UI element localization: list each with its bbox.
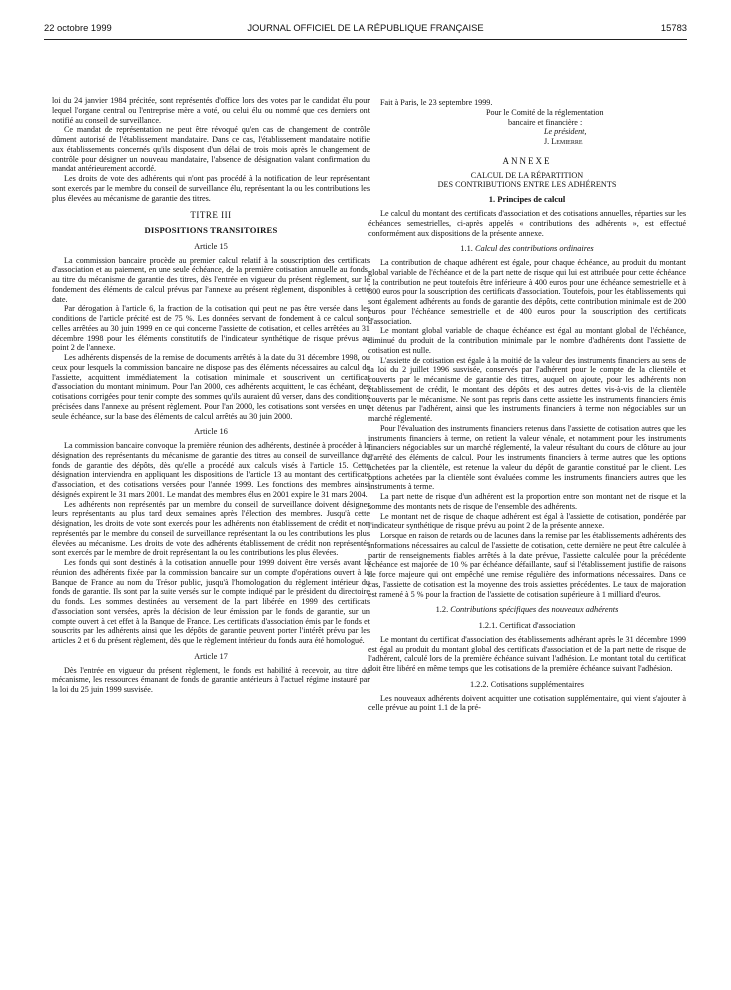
signature-name: J. Lemierre	[544, 137, 583, 146]
signature-block	[368, 108, 686, 147]
signature-title: Le président,	[544, 127, 587, 137]
section-1-2-2-heading: 1.2.2. Cotisations supplémentaires	[469, 679, 585, 689]
header-date: 22 octobre 1999	[44, 22, 112, 33]
paragraph: Les fonds qui sont destinés à la cotisation annuelle pour 1999 doivent être versés avant la réunion des adhérents fixée par la commission bancaire sur un compte d'opérations ouvert à la Banque de France au nom du Trésor public, jusqu'à l'homologation du règlement intérieur du fonds de garantie. Ils sont par la suite versés sur le compte indiqué par le président du directoire du fonds. Les sommes destinées au versement de la part libérée en 1999 des certificats d'association sont versées, après la décision de leur émission par le fonds de garantie, sur un compte ouvert à cet effet à la Banque de France. Les certificats d'association émis par le fonds et souscrits par les adhérents ainsi que les dépôts de garantie peuvent porter l'intérêt prévu par les articles 2 et 6 du présent règlement, dès que le règlement intérieur du fonds aura été homologué.	[52, 558, 370, 645]
paragraph: Les nouveaux adhérents doivent acquitter une cotisation supplémentaire, qui vient s'ajouter à celle prévue au point 1.1 de la pré-	[368, 693, 686, 713]
header-journal-title: JOURNAL OFFICIEL DE LA RÉPUBLIQUE FRANÇAISE	[247, 22, 484, 33]
paragraph: Pour l'évaluation des instruments financiers retenus dans l'assiette de cotisation autres que les instruments financiers à terme, on retient la valeur vénale, et notamment pour les instruments financiers négociables sur un marché réglementé, la valeur résultant du cours de clôture au jour d'arrêté des éléments de calcul. Pour les instruments financiers à terme autres que les options achetées par la clientèle, est retenue la valeur du dépôt de garantie constitué par le client. Les options achetées par la clientèle sont évaluées comme les instruments financiers autres que les instruments à terme.	[368, 423, 686, 492]
paragraph: La part nette de risque d'un adhérent est la proportion entre son montant net de risque et la somme des montants nets de risque de l'ensemble des adhérents.	[368, 492, 686, 511]
paragraph: L'assiette de cotisation est égale à la moitié de la valeur des instruments financiers au sens de la loi du 2 juillet 1996 susvisée, conservés par l'adhérent pour le compte de la clientèle et couverts par le mécanisme de garantie des titres, auquel on ajoute, pour les adhérents non établissement de crédit, le montant des dépôts et des autres dettes vis-à-vis de la clientèle couverts par le mécanisme. Ne sont pas repris dans cette assiette les instruments financiers émis et détenus par l'adhérent, ainsi que les instruments financiers à terme non négociables sur un marché réglementé.	[368, 355, 686, 424]
header-page-number: 15783	[660, 22, 687, 33]
signature-line: Pour le Comité de la réglementation	[486, 107, 604, 117]
titre-subheading: DISPOSITIONS TRANSITOIRES	[144, 225, 278, 235]
section-number: 1.2.	[435, 605, 449, 615]
paragraph: Le montant net de risque de chaque adhérent est égal à l'assiette de cotisation, pondérée par l'indicateur synthétique de risque prévu au point 2 de la présente annexe.	[368, 511, 686, 531]
paragraph: Lorsque en raison de retards ou de lacunes dans la remise par les établissements adhérents des informations nécessaires au calcul de l'assiette de cotisation, cette dernière ne peut être calculée à partir de renseignements fiables arrêtés à la date prévue, l'assiette calculée pour la précédente échéance est majorée de 10 % par échéance défaillante, sauf si l'établissement justifie de raisons de force majeure qui ont empêché une remise régulière des informations nécessaires. Dans ce cas, l'assiette de cotisation est la moyenne des trois assiettes précédentes. Le taux de majoration est ramené à 5 % pour la fraction de l'assiette de cotisation supérieure à 1 milliard d'euros.	[368, 531, 686, 599]
section-1-2-1-heading: 1.2.1. Certificat d'association	[478, 621, 576, 631]
titre-heading: TITRE III	[190, 210, 232, 221]
paragraph: Les adhérents dispensés de la remise de documents arrêtés à la date du 31 décembre 1998, ou ceux pour lesquels la commission bancaire ne dispose pas des éléments nécessaires au calcul de l'assiette, acquittent immédiatement la cotisation minimale et souscrivent un certificat d'association du montant minimum. Pour l'an 2000, ces adhérents acquittent, le cas échéant, des cotisations corrigées pour tenir compte des sommes qu'ils auraient dû verser, dans des conditions précisées dans l'annexe au présent règlement. Pour l'an 2000, les cotisations sont versées en une seule échéance, sur la base des éléments de calcul arrêtés au 30 juin 2000.	[52, 353, 370, 421]
section-number: 1.1.	[460, 244, 473, 254]
right-column	[368, 98, 686, 713]
section-title: Contributions spécifiques des nouveaux adhérents	[450, 605, 619, 615]
paragraph: La commission bancaire convoque la première réunion des adhérents, destinée à procéder à la désignation des représentants du mécanisme de garantie des titres au conseil de surveillance du fonds de garantie des dépôts, dès qu'elle a procédé aux calculs visés à l'article 15. Cette désignation interviendra en appliquant les dispositions de l'article 13 au montant des certificats d'association, et des cotisations versées pour l'année 1999. Les fonctions des membres ainsi désignés expirent le 31 mars 2001. Le mandat des membres élus en 2001 expire le 31 mars 2004.	[52, 441, 370, 499]
paragraph: La contribution de chaque adhérent est égale, pour chaque échéance, au produit du montant global variable de l'échéance et de la part nette de risque qui lui est attribuée pour cette échéance ; la contribution ne peut toutefois être inférieure à 400 euros pour une échéance semestrielle et à 800 euros pour la souscription des certificats d'association. Toutefois, pour les établissements qui sont également adhérents au fonds de garantie des dépôts, cette contribution minimale est de 200 euros pour l'échéance semestrielle et de 400 euros pour la souscription des certificats d'association.	[368, 258, 686, 326]
annexe-title-line: DES CONTRIBUTIONS ENTRE LES ADHÉRENTS	[437, 179, 617, 189]
paragraph: Par dérogation à l'article 6, la fraction de la cotisation qui peut ne pas être versée dans les conditions de l'article précité est de 75 %. Les données servant de fondement à ce calcul sont celles arrêtées au 30 juin 1999 en ce qui concerne l'assiette de cotisation, et celles arrêtées au 31 décembre 1998 pour les éléments constitutifs de l'indicateur synthétique de risque prévus au point 2 de l'annexe.	[52, 304, 370, 353]
left-column	[52, 96, 370, 695]
section-1-heading: 1. Principes de calcul	[488, 194, 566, 205]
paragraph: loi du 24 janvier 1984 précitée, sont représentés d'office lors des votes par le candidat élu pour lequel l'organe central ou l'entreprise mère a voté, ou celui élu ou nommé que ces derniers ont notifié au conseil de surveillance.	[52, 96, 370, 125]
paragraph: Les droits de vote des adhérents qui n'ont pas procédé à la notification de leur représentant sont exercés par le membre du conseil de surveillance élu, représentant la ou les contributions les plus élevées au mécanisme de garantie des titres.	[52, 174, 370, 203]
paragraph: Le calcul du montant des certificats d'association et des cotisations annuelles, réparties sur les échéances semestrielles, ci-après appelés « contributions des adhérents », est effectué conformément aux dispositions de la présente annexe.	[368, 209, 686, 238]
signature-place-date: Fait à Paris, le 23 septembre 1999.	[380, 98, 493, 107]
paragraph: Les adhérents non représentés par un membre du conseil de surveillance doivent désigner leurs représentants au plus tard deux semaines après l'élection des membres. Jusqu'à cette désignation, les droits de vote sont exercés pour les adhérents non établissement de crédit et non représentés par le membre du conseil de surveillance représentant la ou les contributions les plus élevées au mécanisme. Les droits de vote des adhérents établissement de crédit non représentés sont exercés par le membre de droit représentant la ou les contributions les plus élevées.	[52, 499, 370, 558]
section-1-2-heading	[368, 605, 686, 615]
paragraph: Le montant du certificat d'association des établissements adhérant après le 31 décembre 1999 est égal au produit du montant global des certificats d'association et de la part nette de risque de l'adhérent, calculé lors de la première échéance suivant l'adhésion. Le montant total du certificat doit être libéré en même temps que les cotisations de la première échéance suivant l'adhésion.	[368, 634, 686, 674]
annexe-title-line: CALCUL DE LA RÉPARTITION	[470, 170, 584, 180]
section-title: Calcul des contributions ordinaires	[474, 244, 594, 254]
paragraph: La commission bancaire procède au premier calcul relatif à la souscription des certificats d'association et au paiement, en une seule échéance, de la première cotisation annuelle au fonds, au titre du mécanisme de garantie des titres, dès l'entrée en vigueur du présent règlement, sur le fondement des éléments de calcul prévus par l'annexe au présent règlement, disponibles à cette date.	[52, 255, 370, 304]
article-15-heading: Article 15	[194, 241, 228, 251]
annexe-heading: ANNEXE	[502, 155, 552, 166]
paragraph: Ce mandat de représentation ne peut être révoqué qu'en cas de changement de contrôle dûment autorisé de l'établissement mandataire. Dans ce cas, l'établissement mandataire notifie aux établissements concernés qu'ils disposent d'un délai de trois mois après le changement de contrôle pour désigner un nouveau mandataire, l'absence de désignation valant confirmation du mandat antérieurement accordé.	[52, 125, 370, 174]
page-header	[44, 22, 687, 36]
signature-line: bancaire et financière :	[508, 117, 583, 127]
paragraph: Le montant global variable de chaque échéance est égal au montant global de l'échéance, diminué du produit de la contribution minimale par le nombre d'adhérents dont l'assiette de cotisation est nulle.	[368, 326, 686, 355]
paragraph: Dès l'entrée en vigueur du présent règlement, le fonds est habilité à recevoir, au titre du mécanisme, les ressources émanant de fonds de garantie antérieurs à l'actuel régime instauré par la loi du 25 juin 1999 susvisée.	[52, 665, 370, 694]
section-1-1-heading	[368, 244, 686, 254]
article-17-heading: Article 17	[194, 651, 228, 661]
article-16-heading: Article 16	[194, 427, 228, 437]
header-rule	[44, 39, 687, 40]
